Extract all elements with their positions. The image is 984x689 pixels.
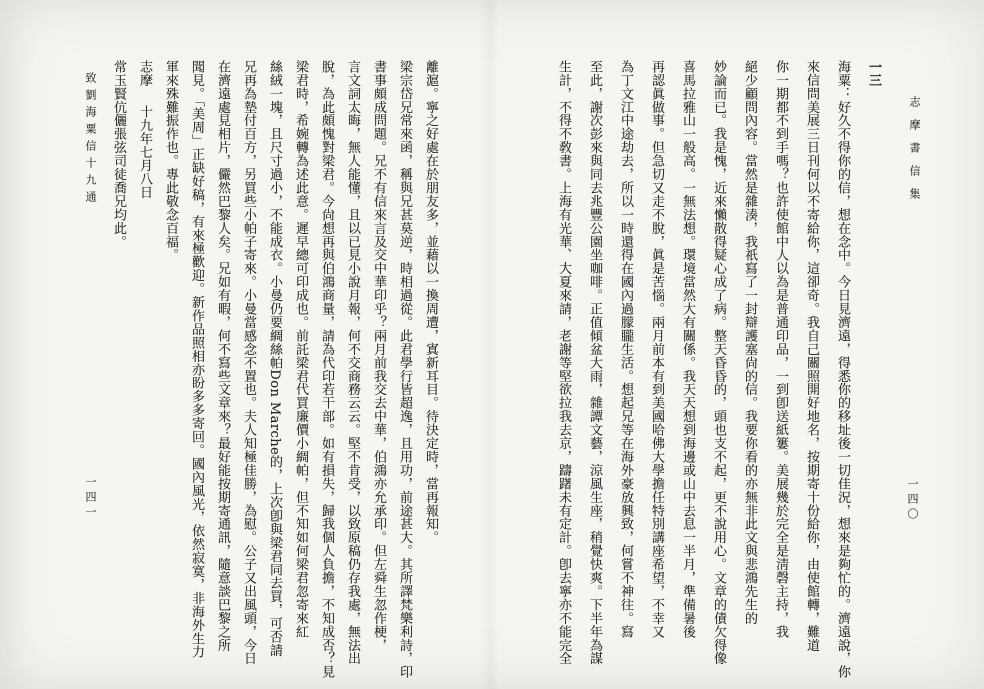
text-column: 再認眞做事。但急切又走不脫，眞是苦惱。兩月前本有到美國哈佛大學擔任特別講座希望，不幸又 [649, 60, 664, 639]
postscript-column: 常玉賢伉儷張弦司徒喬兄均此。 [111, 60, 126, 249]
text-column: 梁君時，希婉轉為述此意。遲早總可印成也。前託梁君代買廉價小綢帕，但不知如何梁君忽寄來紅 [293, 60, 308, 639]
text-column: 至此，謝次彭來與同去兆豐公園坐咖啡。正值傾盆大雨，雜譚文藝，涼風生座，稍覺快爽。下半年為謀 [587, 60, 602, 666]
letter-body-left [99, 60, 437, 689]
text-column: 來信問美展三日刊何以不寄給你，這卻奇。我自己關照開好地名，按期寄十份給你，由使館轉，難道 [804, 60, 819, 652]
text-column: 喜馬拉雅山一般高。一無法想。環境當然大有關係。我天天想到海邊或山中去息一半月，準備暑後 [680, 60, 695, 639]
text-column: 生計，不得不敎書。上海有光華、大夏來請，老謝等堅欲拉我去京，躊躇未有定計。卽去寧亦不能完全 [556, 60, 571, 666]
letter-number: 一三 [866, 60, 881, 87]
text-column: 為丁文江中途劫去，所以一時還得在國內過朦朧生活。想起兄等在海外豪放興致，何嘗不神往。寫 [618, 60, 633, 639]
text-column: 軍來殊難振作也。專此敬念百福。 [163, 60, 178, 262]
text-column: 海粟：好久不得你的信，想在念中。今日見濟遠，得悉你的移址後一切佳況，想來是夠忙的。濟遠說，你 [835, 60, 850, 679]
text-column: 梁宗岱兄常來函，稱與兄甚莫逆，時相過從。此君學行皆超逸，且用功，前途甚大。其所譯梵樂利詩，印 [397, 60, 412, 679]
running-head-book-title: 志摩書信集 [908, 96, 921, 211]
text-column: 在濟遠處見相片，儼然巴黎人矣。兄如有暇，何不寫些文章來？最好能按期寄通訊，隨意談巴黎之所 [215, 60, 230, 652]
page-gutter [480, 0, 500, 689]
text-column: 你一期都不到手嗎？也許使館中人以為是普通印品，一到卽送紙簍。美展幾於完全是淸磬主持，我 [773, 60, 788, 639]
signature-name: 志摩 [137, 60, 152, 87]
text-column: 離滬。寧之好處在於朋友多，並藉以一換周遭，寘新耳目。待決定時，當再報知。 [423, 60, 438, 545]
page-number-left: 一四一 [84, 476, 97, 521]
text-column: 言文詞太晦，無人能懂，且以已見小說月報，何不交商務云云。堅不肯受，以致原稿仍存我處，無法出 [345, 60, 360, 666]
text-column: 絲絨一塊，且尺寸過小，不能成衣。小曼仍要綢絲帕Don Marche的，上次卽與梁君同去買，可否請 [267, 60, 282, 657]
signature-date: 十九年七月八日 [137, 104, 152, 200]
running-head-chapter-title: 致劉海粟信十九通 [84, 72, 97, 208]
text-column: 聞見。「美周」正缺好稿，有來極歡迎。新作品照相亦盼多多寄回。國內風光，依然寂寞，非海外生力 [189, 60, 204, 659]
letter-body-right [539, 60, 880, 689]
text-column: 妙論而已。我是愧，近來懶散得疑心成了病。整天昏昏的，頭也支不起，更不說用心。文章的債欠得像 [711, 60, 726, 666]
page-number-right: 一四〇 [906, 478, 919, 523]
signature-column [125, 60, 151, 689]
text-column: 書事頗成問題。兄不有信來言及交中華印乎？兩月前我交去中華，伯鴻亦允承印。但左舜生忽作梗， [371, 60, 386, 652]
text-column: 脫，為此頗愧對梁君。今尙想再與伯鴻商量，請為代印若干部。如有損失，歸我個人負擔，不知成否？見 [319, 60, 334, 679]
text-column: 絕少顧問內容。當然是雜湊，我祇寫了一封辯護塞尙的信。我要你看的亦無非此文與悲鴻先生的 [742, 60, 757, 625]
text-column: 兄再為墊付百方，另買些小帕子寄來。小曼當感念不置也。夫人知極佳勝，為慰。公子又出風頭，今日 [241, 60, 256, 666]
